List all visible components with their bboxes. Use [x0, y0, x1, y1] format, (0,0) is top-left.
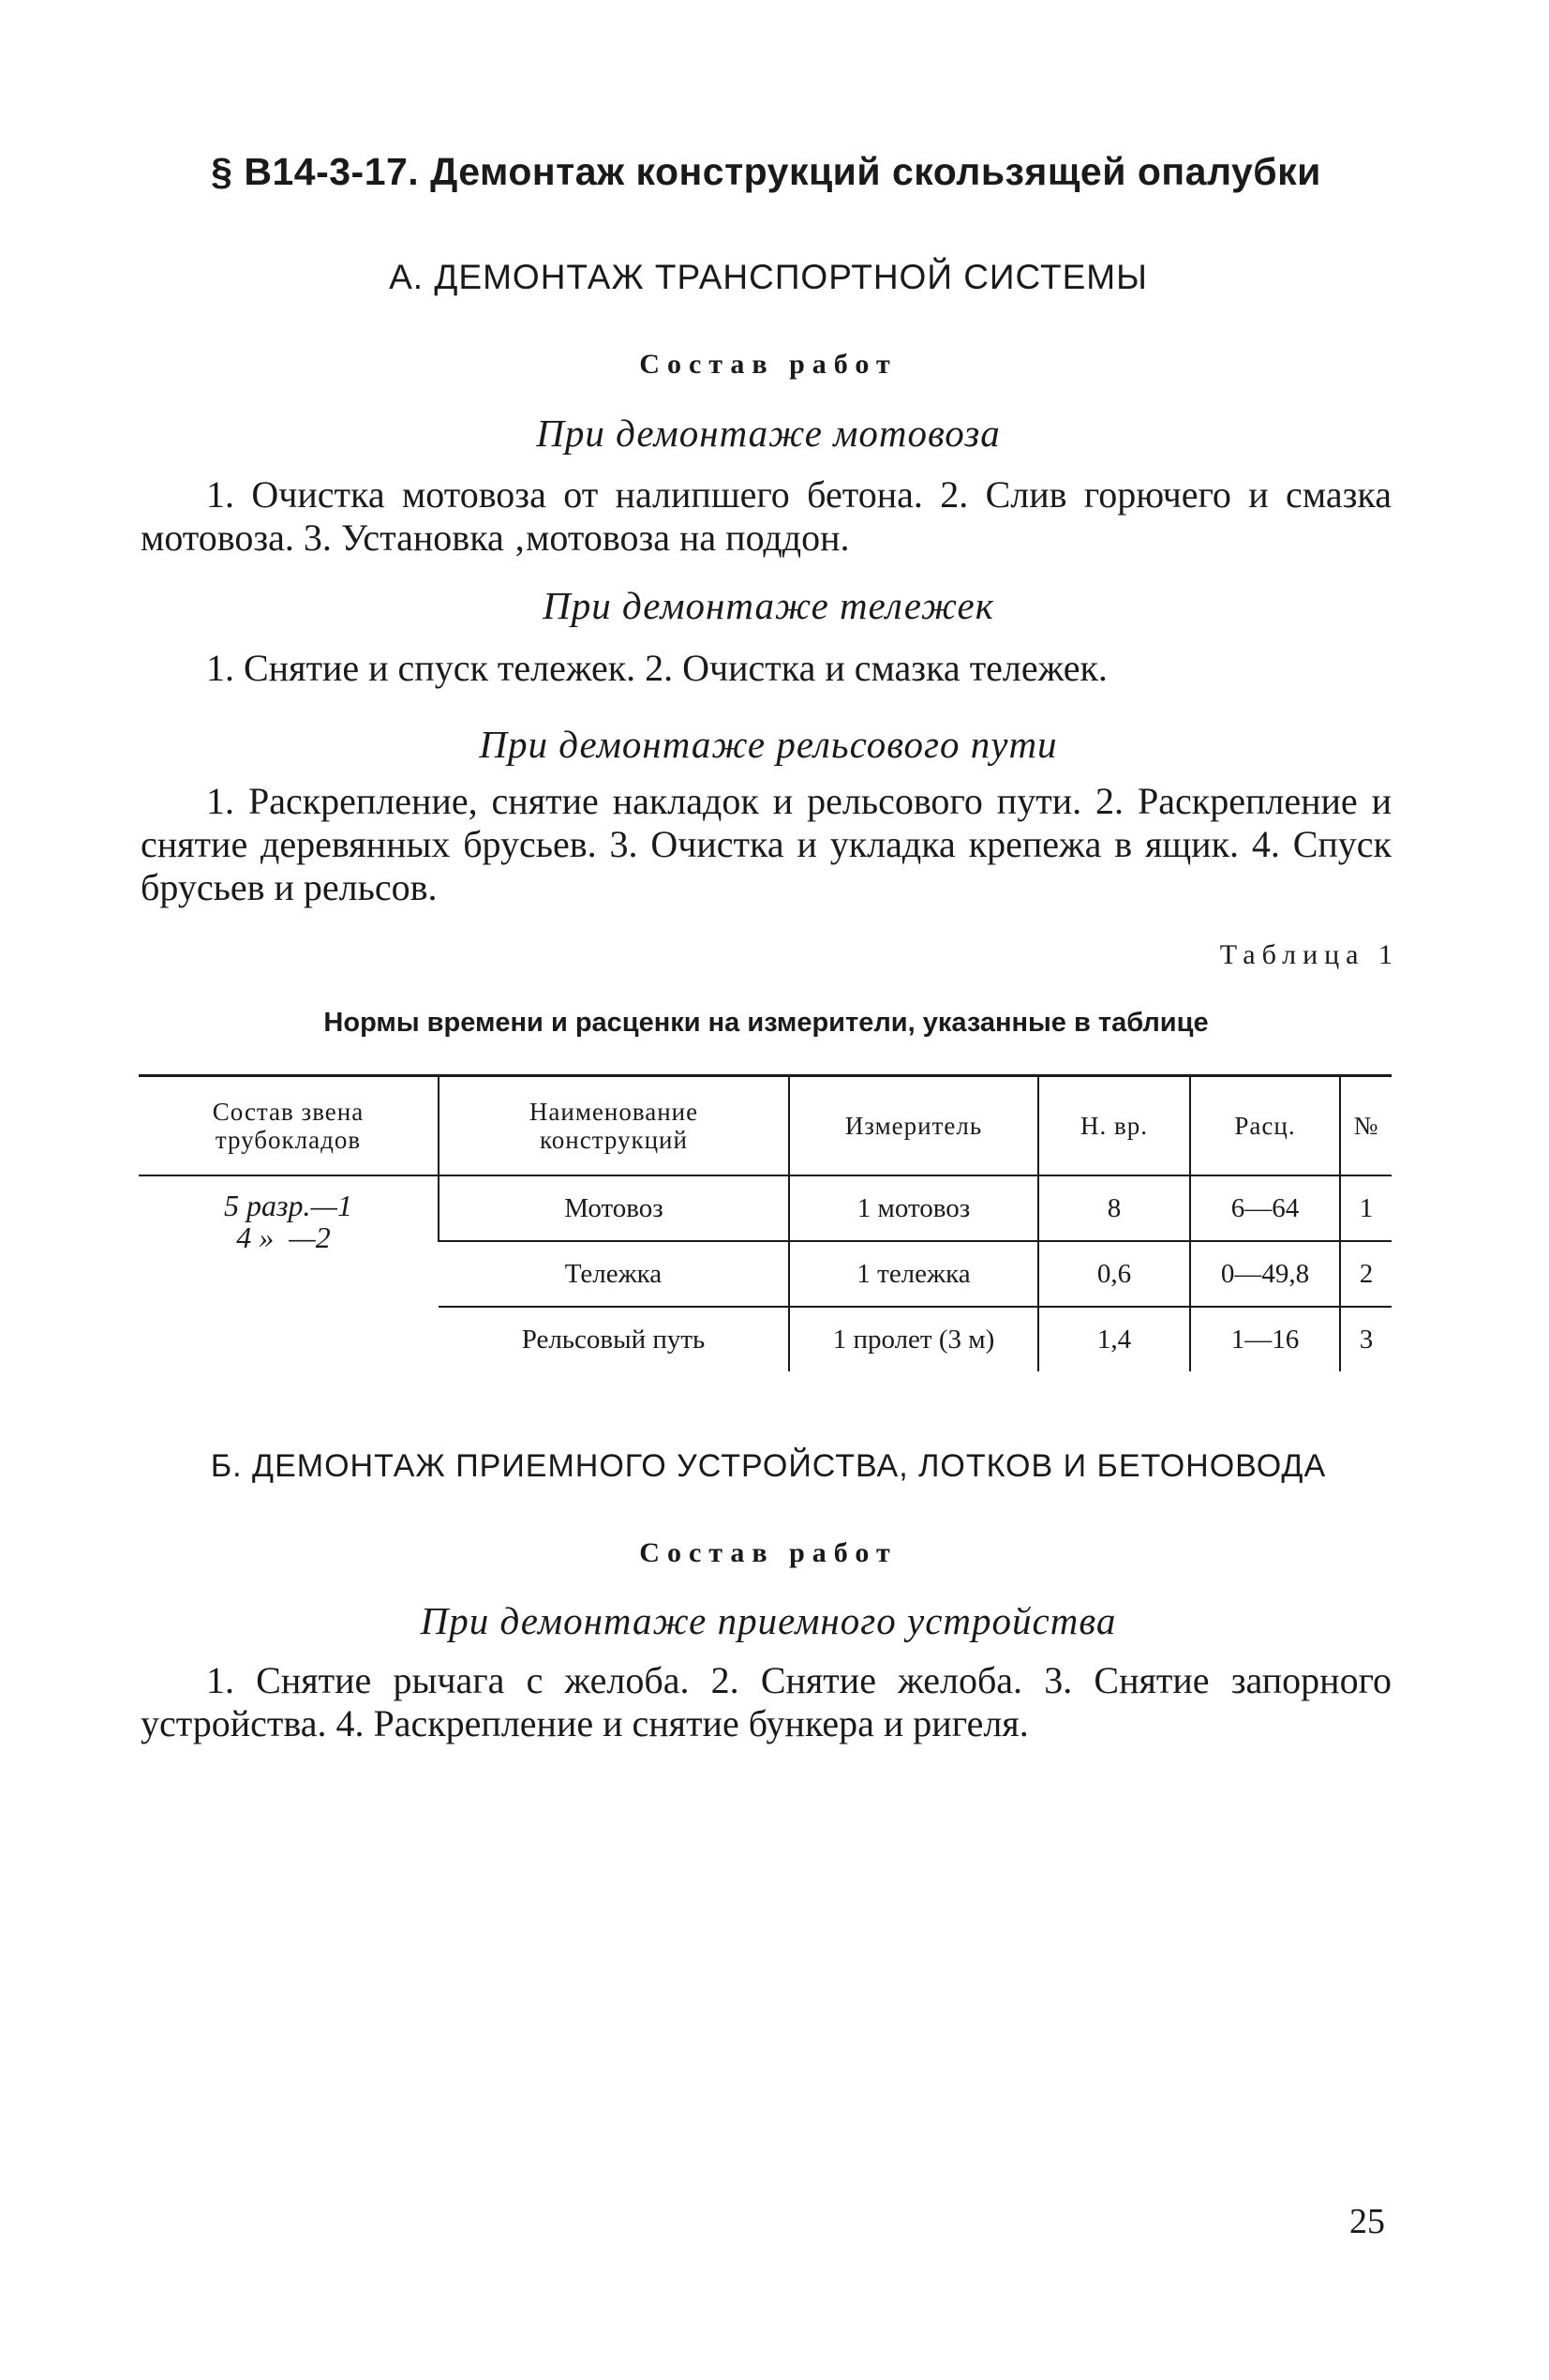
row-name: Мотовоз	[439, 1175, 789, 1241]
table-caption: Нормы времени и расценки на измерители, указанные в таблице	[323, 1008, 1209, 1038]
table-header-row	[139, 1076, 1392, 1176]
table-row	[139, 1175, 1392, 1241]
brigade-cell	[139, 1175, 439, 1371]
header-time: Н. вр.	[1038, 1076, 1190, 1176]
row-price: 1—16	[1190, 1307, 1340, 1371]
row-unit: 1 тележка	[789, 1241, 1038, 1307]
group-2-text: 1. Снятие и спуск тележек. 2. Очистка и смазка тележек.	[206, 647, 1108, 689]
page-number: 25	[1349, 2202, 1385, 2241]
header-name: Наименование конструкций	[439, 1076, 789, 1176]
group-3-subhead: При демонтаже рельсового пути	[479, 723, 1058, 766]
row-unit: 1 пролет (3 м)	[789, 1307, 1038, 1371]
row-name: Тележка	[439, 1241, 789, 1307]
row-price: 0—49,8	[1190, 1241, 1340, 1307]
row-name: Рельсовый путь	[521, 1324, 706, 1355]
group-1-subhead: При демонтаже мотовоза	[536, 412, 1001, 455]
norms-table	[139, 1074, 1392, 1371]
section-b-subhead: При демонтаже приемного устройства	[420, 1599, 1117, 1642]
section-b-text: 1. Снятие рычага с желоба. 2. Снятие желоба. 3. Снятие запорного устройства. 4. Раскрепление и снятие бункера и ригеля.	[141, 1659, 1392, 1744]
brigade-line: 4 » —2	[236, 1220, 331, 1254]
header-unit: Измеритель	[789, 1076, 1038, 1176]
section-a-title: А. ДЕМОНТАЖ ТРАНСПОРТНОЙ СИСТЕМЫ	[389, 258, 1148, 296]
group-1-text: 1. Очистка мотовоза от налипшего бетона. 2. Слив горючего и смазка мотовоза. 3. Установка ‚мотовоза на поддон.	[141, 473, 1392, 559]
group-2-subhead: При демонтаже тележек	[543, 584, 994, 627]
section-b-title: Б. ДЕМОНТАЖ ПРИЕМНОГО УСТРОЙСТВА, ЛОТКОВ И БЕТОНОВОДА	[210, 1448, 1327, 1484]
row-price: 6—64	[1190, 1175, 1340, 1241]
row-num: 3	[1340, 1307, 1392, 1371]
section-a-composition: Состав работ	[639, 349, 898, 380]
table-label: Таблица 1	[1219, 939, 1399, 970]
row-time: 8	[1038, 1175, 1190, 1241]
section-b-composition: Состав работ	[639, 1537, 898, 1568]
group-3-text: 1. Раскрепление, снятие накладок и рельсового пути. 2. Раскрепление и снятие деревянных брусьев. 3. Очистка и укладка крепежа в ящик. 4. Спуск брусьев и рельсов.	[141, 780, 1392, 908]
section-heading: § В14-3-17. Демонтаж конструкций скользящей опалубки	[211, 150, 1321, 193]
row-time: 1,4	[1038, 1307, 1190, 1371]
row-time: 0,6	[1038, 1241, 1190, 1307]
row-unit: 1 мотовоз	[789, 1175, 1038, 1241]
header-price: Расц.	[1190, 1076, 1340, 1176]
header-brigade: Состав звена трубокладов	[212, 1098, 365, 1154]
header-num: №	[1340, 1076, 1392, 1176]
brigade-line: 5 разр.—1	[224, 1189, 352, 1222]
row-num: 2	[1340, 1241, 1392, 1307]
row-num: 1	[1340, 1175, 1392, 1241]
